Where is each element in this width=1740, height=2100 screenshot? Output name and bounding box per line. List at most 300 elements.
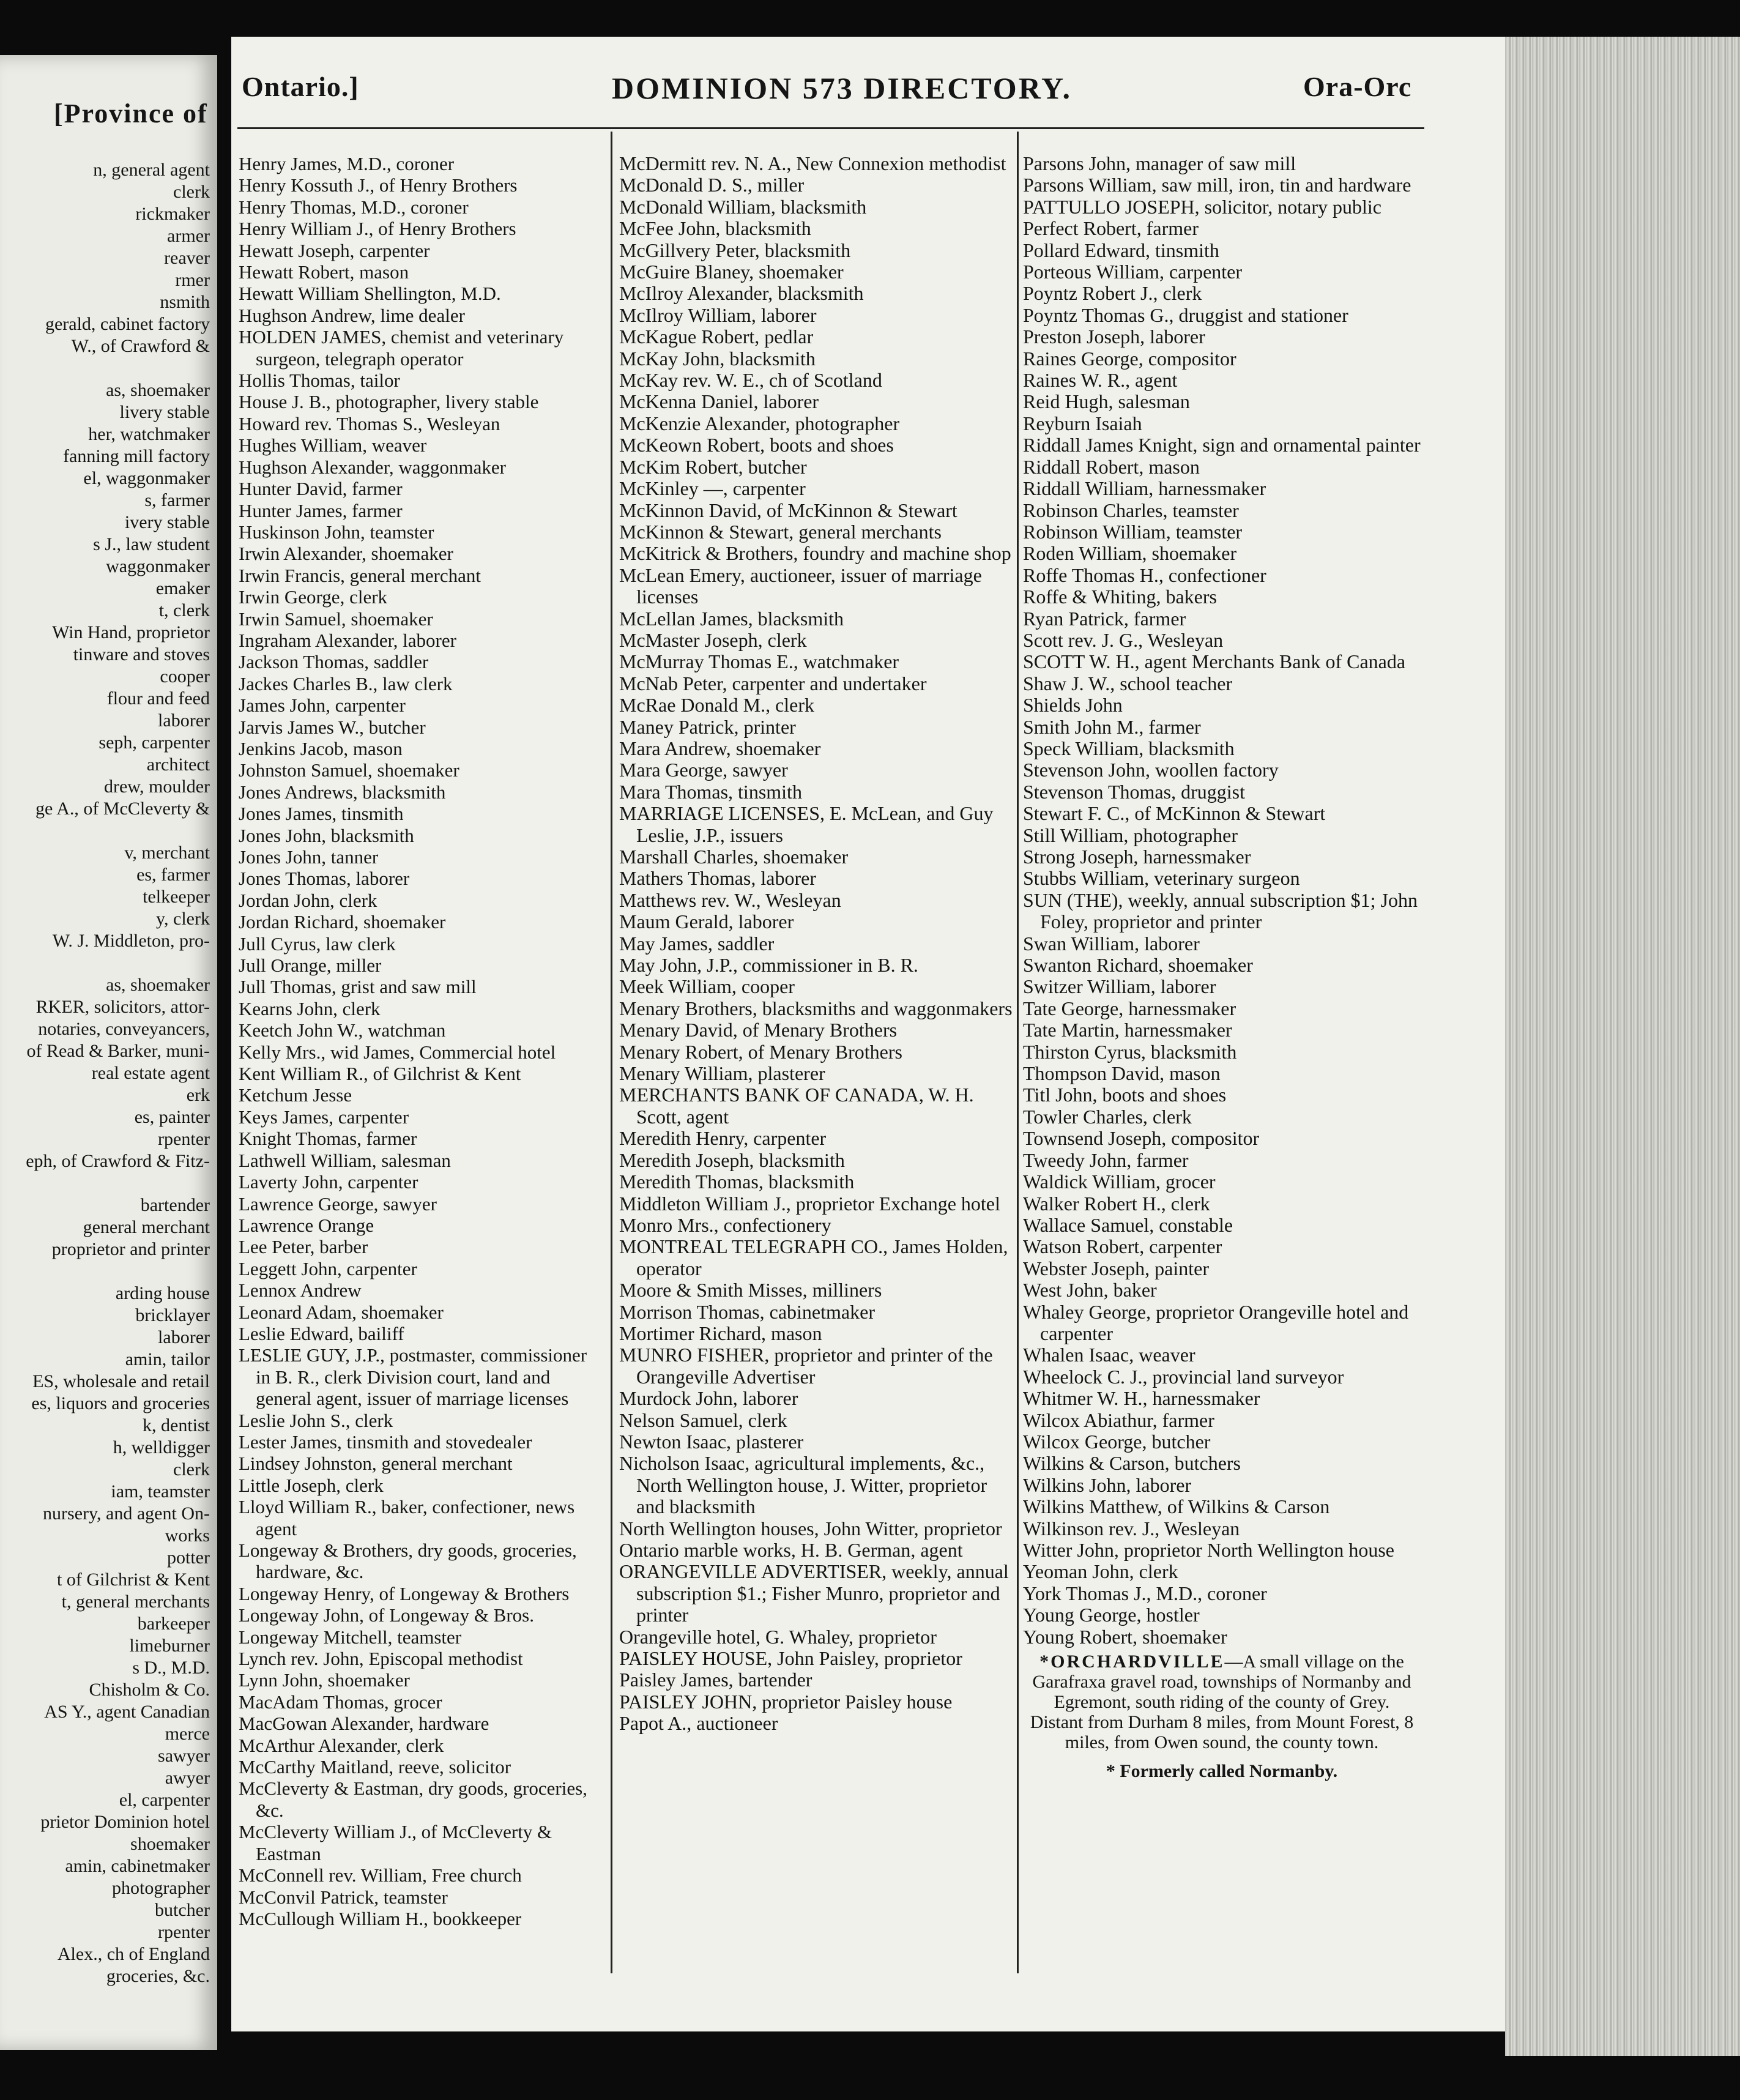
directory-entry: Orangeville hotel, G. Whaley, proprietor	[619, 1625, 937, 1648]
directory-entry: SCOTT W. H., agent Merchants Bank of Canada	[1023, 650, 1406, 673]
directory-entry: Lester James, tinsmith and stovedealer	[239, 1431, 532, 1453]
directory-entry: McGillvery Peter, blacksmith	[619, 239, 851, 261]
left-page-line: Alex., ch of England	[57, 1944, 210, 1964]
directory-entry: PAISLEY JOHN, proprietor Paisley house	[619, 1690, 953, 1713]
directory-entry: McMaster Joseph, clerk	[619, 628, 807, 651]
left-page-line: t of Gilchrist & Kent	[57, 1569, 210, 1590]
left-page-line: amin, tailor	[125, 1349, 210, 1369]
left-page-line: prietor Dominion hotel	[40, 1812, 210, 1832]
directory-entry: Keetch John W., watchman	[239, 1019, 446, 1041]
column-3	[1023, 153, 1421, 1782]
directory-entry: ORANGEVILLE ADVERTISER, weekly, annual subscription $1.; Fisher Munro, proprietor and printer	[619, 1560, 1009, 1626]
left-page-line: waggonmaker	[106, 556, 210, 576]
directory-entry: MERCHANTS BANK OF CANADA, W. H. Scott, agent	[619, 1084, 974, 1128]
directory-entry: Henry Thomas, M.D., coroner	[239, 196, 469, 218]
directory-entry: Lynn John, shoemaker	[239, 1669, 410, 1691]
left-page-line: as, shoemaker	[106, 380, 210, 400]
left-page-line: reaver	[164, 248, 210, 268]
left-page-line: seph, carpenter	[99, 732, 210, 753]
directory-entry: Henry William J., of Henry Brothers	[239, 218, 516, 240]
directory-entry: McRae Donald M., clerk	[619, 694, 815, 717]
left-page-line: es, liquors and groceries	[31, 1393, 210, 1413]
directory-entry: Roden William, shoemaker	[1023, 542, 1237, 565]
left-page-line	[0, 1260, 217, 1283]
directory-entry: Wallace Samuel, constable	[1023, 1213, 1233, 1236]
directory-entry: Jones James, tinsmith	[239, 803, 404, 825]
directory-entry: MacAdam Thomas, grocer	[239, 1691, 442, 1713]
left-page-header: [Province of	[54, 99, 208, 128]
left-page-line	[0, 952, 217, 974]
directory-entry: Lloyd William R., baker, confectioner, news agent	[239, 1496, 575, 1540]
directory-entry: Hunter David, farmer	[239, 478, 403, 500]
left-page-line: bricklayer	[135, 1305, 210, 1325]
directory-entry: Leslie Edward, bailiff	[239, 1322, 404, 1344]
directory-entry: Jarvis James W., butcher	[239, 716, 426, 738]
directory-entry: MUNRO FISHER, proprietor and printer of the Orangeville Advertiser	[619, 1344, 993, 1388]
directory-entry: Wilkins John, laborer	[1023, 1473, 1192, 1496]
left-page-line	[0, 1172, 217, 1194]
directory-entry: Lynch rev. John, Episcopal methodist	[239, 1648, 523, 1670]
directory-entry: Wilkinson rev. J., Wesleyan	[1023, 1517, 1240, 1540]
left-page-line: telkeeper	[143, 887, 210, 907]
left-page-line: barkeeper	[137, 1614, 210, 1634]
directory-entry: Nicholson Isaac, agricultural implements, &c., North Wellington house, J. Witter, proprietor and blacksmith	[619, 1452, 987, 1518]
directory-entry: Matthews rev. W., Wesleyan	[619, 888, 841, 911]
directory-entry: Huskinson John, teamster	[239, 521, 434, 543]
directory-entry: Longeway John, of Longeway & Bros.	[239, 1604, 534, 1626]
directory-entry: Townsend Joseph, compositor	[1023, 1127, 1260, 1150]
directory-entry: McCullough William H., bookkeeper	[239, 1907, 522, 1929]
directory-entry: Lee Peter, barber	[239, 1236, 368, 1258]
left-page-line: arding house	[115, 1283, 210, 1303]
directory-entry: McDonald D. S., miller	[619, 174, 805, 196]
directory-entry: McMurray Thomas E., watchmaker	[619, 650, 899, 673]
left-page-line: potter	[167, 1547, 210, 1568]
directory-entry: Still William, photographer	[1023, 824, 1238, 846]
directory-entry: Kelly Mrs., wid James, Commercial hotel	[239, 1041, 556, 1063]
directory-entry: Tweedy John, farmer	[1023, 1149, 1189, 1171]
left-page-line: el, carpenter	[119, 1790, 210, 1810]
directory-entry: Thompson David, mason	[1023, 1062, 1221, 1085]
left-page-line: rpenter	[158, 1922, 210, 1942]
directory-entry: McKim Robert, butcher	[619, 455, 807, 478]
directory-entry: Jull Cyrus, law clerk	[239, 933, 396, 955]
left-page-line: AS Y., agent Canadian	[44, 1702, 210, 1722]
directory-entry: Roffe Thomas H., confectioner	[1023, 564, 1266, 586]
directory-entry: McDonald William, blacksmith	[619, 195, 867, 218]
directory-entry: Lennox Andrew	[239, 1279, 362, 1301]
directory-entry: McKitrick & Brothers, foundry and machine shop	[619, 542, 1011, 565]
left-page-line: amin, cabinetmaker	[65, 1856, 210, 1876]
directory-entry: Mara Thomas, tinsmith	[619, 780, 802, 803]
column-divider-2	[1017, 132, 1019, 1973]
left-page-line	[0, 820, 217, 842]
left-page-line: gerald, cabinet factory	[45, 314, 210, 334]
directory-entry: LESLIE GUY, J.P., postmaster, commissioner in B. R., clerk Division court, land and general agent, issuer of marriage licenses	[239, 1344, 587, 1410]
directory-entry: Hughson Andrew, lime dealer	[239, 304, 465, 326]
directory-entry: Witter John, proprietor North Wellington house	[1023, 1539, 1394, 1561]
left-page-line: rickmaker	[135, 204, 210, 224]
directory-entry: Hughes William, weaver	[239, 434, 427, 456]
directory-entry: May James, saddler	[619, 932, 775, 955]
directory-entry: MARRIAGE LICENSES, E. McLean, and Guy Leslie, J.P., issuers	[619, 802, 994, 846]
directory-entry: McKeown Robert, boots and shoes	[619, 434, 894, 456]
directory-entry: Jull Thomas, grist and saw mill	[239, 976, 477, 998]
left-page-line: Win Hand, proprietor	[52, 622, 210, 642]
left-page-line: limeburner	[129, 1636, 210, 1656]
directory-entry: Meek William, cooper	[619, 975, 795, 998]
directory-entry: McKague Robert, pedlar	[619, 326, 814, 348]
directory-entry: Middleton William J., proprietor Exchange hotel	[619, 1192, 1000, 1215]
left-page-line: photographer	[112, 1878, 210, 1898]
directory-entry: Hewatt William Shellington, M.D.	[239, 283, 501, 305]
left-page-line: emaker	[155, 578, 210, 598]
directory-entry: Little Joseph, clerk	[239, 1474, 384, 1496]
directory-entry: Meredith Thomas, blacksmith	[619, 1171, 855, 1193]
directory-entry: McKinnon & Stewart, general merchants	[619, 520, 942, 543]
directory-entry: Marshall Charles, shoemaker	[619, 846, 849, 868]
left-page-line: s D., M.D.	[132, 1658, 210, 1678]
directory-entry: McLean Emery, auctioneer, issuer of marriage licenses	[619, 564, 982, 608]
directory-entry: McGuire Blaney, shoemaker	[619, 261, 844, 283]
place-note-text: —A small village on the Garafraxa gravel road, townships of Normanby and Egremont, south riding of the county of Grey. Distant from Durham 8 miles, from Mount Forest, 8 miles, from Owen sound, the county town.	[1030, 1651, 1414, 1753]
column-1	[239, 153, 606, 1929]
directory-entry: Jones John, tanner	[239, 846, 379, 868]
left-page-line: sawyer	[158, 1746, 210, 1766]
left-page-line: general merchant	[83, 1217, 210, 1237]
directory-entry: Webster Joseph, painter	[1023, 1257, 1209, 1279]
directory-entry: Mathers Thomas, laborer	[619, 867, 816, 890]
directory-entry: Irwin Alexander, shoemaker	[239, 543, 453, 565]
left-page-line: laborer	[158, 1327, 210, 1347]
directory-entry: Jordan Richard, shoemaker	[239, 911, 446, 933]
left-page-line: her, watchmaker	[88, 424, 210, 444]
directory-entry: Titl John, boots and shoes	[1023, 1084, 1227, 1106]
directory-entry: West John, baker	[1023, 1279, 1157, 1301]
directory-entry: Watson Robert, carpenter	[1023, 1235, 1222, 1258]
left-page-line: t, clerk	[158, 600, 210, 620]
directory-entry: Mara Andrew, shoemaker	[619, 737, 821, 759]
directory-entry: Wilcox George, butcher	[1023, 1430, 1211, 1453]
directory-entry: Thirston Cyrus, blacksmith	[1023, 1040, 1237, 1063]
directory-entry: Raines George, compositor	[1023, 347, 1236, 370]
directory-entry: Perfect Robert, farmer	[1023, 217, 1199, 240]
directory-entry: Poyntz Robert J., clerk	[1023, 282, 1202, 305]
left-page-line: es, painter	[134, 1107, 210, 1127]
left-page-line: y, clerk	[155, 909, 210, 929]
place-note-name: *ORCHARDVILLE	[1039, 1651, 1225, 1672]
left-page-line: rpenter	[158, 1129, 210, 1149]
directory-entry: Jones John, blacksmith	[239, 824, 414, 846]
directory-entry: Wilkins & Carson, butchers	[1023, 1452, 1241, 1475]
directory-entry: Shields John	[1023, 694, 1123, 717]
directory-entry: House J. B., photographer, livery stable	[239, 391, 539, 413]
left-page-line: n, general agent	[93, 160, 210, 180]
directory-entry: Porteous William, carpenter	[1023, 261, 1243, 283]
directory-entry: Smith John M., farmer	[1023, 715, 1201, 738]
directory-entry: Jenkins Jacob, mason	[239, 737, 403, 759]
left-page-line: drew, moulder	[104, 776, 210, 797]
directory-entry: Hewatt Robert, mason	[239, 261, 409, 283]
directory-entry: HOLDEN JAMES, chemist and veterinary surgeon, telegraph operator	[239, 326, 564, 370]
directory-entry: McKinley —, carpenter	[619, 477, 806, 500]
left-page-line: proprietor and printer	[51, 1239, 210, 1259]
directory-entry: Swanton Richard, shoemaker	[1023, 954, 1253, 977]
directory-entry: James John, carpenter	[239, 694, 406, 717]
directory-entry: Menary David, of Menary Brothers	[619, 1019, 898, 1041]
directory-entry: May John, J.P., commissioner in B. R.	[619, 954, 918, 977]
directory-entry: Ingraham Alexander, laborer	[239, 629, 456, 651]
left-page-line: iam, teamster	[111, 1481, 210, 1502]
page-edges	[1505, 37, 1740, 2056]
directory-entry: MONTREAL TELEGRAPH CO., James Holden, operator	[619, 1235, 1008, 1279]
column-3-entries	[1023, 153, 1421, 1648]
directory-entry: McNab Peter, carpenter and undertaker	[619, 672, 927, 694]
directory-entry: Young George, hostler	[1023, 1604, 1200, 1626]
directory-entry: Laverty John, carpenter	[239, 1171, 418, 1193]
directory-entry: Menary Brothers, blacksmiths and waggonmakers	[619, 997, 1013, 1019]
directory-entry: Meredith Henry, carpenter	[619, 1127, 827, 1150]
directory-entry: Jordan John, clerk	[239, 889, 377, 911]
directory-entry: Kearns John, clerk	[239, 997, 381, 1019]
left-page-line: bartender	[140, 1195, 210, 1215]
left-page-line: cooper	[160, 666, 210, 687]
left-page-line: architect	[146, 754, 210, 775]
directory-entry: McKenna Daniel, laborer	[619, 390, 819, 413]
directory-entry: Parsons William, saw mill, iron, tin and hardware	[1023, 174, 1411, 196]
left-page-line: butcher	[155, 1900, 210, 1920]
left-page-line: ES, wholesale and retail	[32, 1371, 210, 1391]
directory-entry: Leslie John S., clerk	[239, 1409, 393, 1431]
directory-entry: Morrison Thomas, cabinetmaker	[619, 1300, 875, 1323]
directory-entry: Leggett John, carpenter	[239, 1257, 417, 1279]
directory-entry: North Wellington houses, John Witter, proprietor	[619, 1517, 1002, 1540]
directory-entry: Walker Robert H., clerk	[1023, 1192, 1210, 1215]
directory-entry: Henry Kossuth J., of Henry Brothers	[239, 174, 518, 196]
directory-entry: Kent William R., of Gilchrist & Kent	[239, 1063, 521, 1085]
directory-entry: Hollis Thomas, tailor	[239, 370, 400, 392]
left-page-line: v, merchant	[124, 843, 210, 863]
directory-entry: Longeway & Brothers, dry goods, groceries, hardware, &c.	[239, 1540, 577, 1583]
directory-entry: Menary Robert, of Menary Brothers	[619, 1040, 902, 1063]
directory-entry: Jones Thomas, laborer	[239, 868, 410, 890]
directory-entry: Henry James, M.D., coroner	[239, 153, 455, 174]
directory-entry: McIlroy William, laborer	[619, 303, 817, 326]
directory-entry: Ketchum Jesse	[239, 1084, 352, 1106]
directory-entry: Lawrence George, sawyer	[239, 1193, 437, 1215]
directory-entry: Stewart F. C., of McKinnon & Stewart	[1023, 802, 1326, 825]
directory-entry: Stevenson Thomas, druggist	[1023, 780, 1245, 803]
directory-entry: Preston Joseph, laborer	[1023, 326, 1205, 348]
directory-entry: Stevenson John, woollen factory	[1023, 759, 1279, 781]
directory-entry: McDermitt rev. N. A., New Connexion methodist	[619, 152, 1006, 174]
left-page-line: eph, of Crawford & Fitz-	[26, 1151, 210, 1171]
left-page-line: of Read & Barker, muni-	[26, 1041, 210, 1061]
directory-entry: McLellan James, blacksmith	[619, 607, 844, 630]
directory-entry: Lathwell William, salesman	[239, 1149, 451, 1171]
column-2	[619, 153, 1017, 1735]
directory-entry: Tate Martin, harnessmaker	[1023, 1019, 1232, 1041]
left-page-line: nsmith	[160, 292, 210, 312]
left-page-line: clerk	[173, 182, 210, 202]
directory-entry: McCleverty & Eastman, dry goods, groceries, &c.	[239, 1778, 587, 1821]
directory-entry: McFee John, blacksmith	[619, 217, 811, 240]
directory-entry: Lindsey Johnston, general merchant	[239, 1453, 513, 1475]
directory-entry: Leonard Adam, shoemaker	[239, 1301, 444, 1323]
header-province: Ontario.]	[242, 71, 359, 102]
left-page-line: ivery stable	[124, 512, 210, 532]
left-page	[0, 55, 217, 2050]
directory-entry: Nelson Samuel, clerk	[619, 1409, 787, 1431]
directory-entry: Murdock John, laborer	[619, 1387, 798, 1410]
header-title: DOMINION 573 DIRECTORY.	[612, 71, 1073, 105]
directory-entry: Mortimer Richard, mason	[619, 1322, 822, 1344]
directory-entry: Young Robert, shoemaker	[1023, 1625, 1227, 1648]
left-page-line: W. J. Middleton, pro-	[52, 931, 210, 951]
directory-entry: Whaley George, proprietor Orangeville hotel and carpenter	[1023, 1300, 1409, 1344]
directory-entry: Longeway Henry, of Longeway & Brothers	[239, 1582, 570, 1604]
directory-entry: Poyntz Thomas G., druggist and stationer	[1023, 303, 1348, 326]
place-note	[1023, 1651, 1421, 1752]
directory-entry: Maney Patrick, printer	[619, 715, 796, 738]
left-page-line: RKER, solicitors, attor-	[35, 997, 210, 1017]
directory-entry: McKay John, blacksmith	[619, 347, 816, 370]
directory-entry: Paisley James, bartender	[619, 1669, 812, 1691]
left-page-line: erk	[186, 1085, 210, 1105]
directory-entry: Whalen Isaac, weaver	[1023, 1344, 1195, 1366]
directory-entry: McCarthy Maitland, reeve, solicitor	[239, 1756, 511, 1778]
directory-entry: Johnston Samuel, shoemaker	[239, 759, 459, 781]
directory-entry: Keys James, carpenter	[239, 1106, 409, 1128]
left-page-line: awyer	[165, 1768, 210, 1788]
directory-entry: Hunter James, farmer	[239, 499, 403, 521]
left-page-line: s J., law student	[93, 534, 210, 554]
left-page-line: shoemaker	[130, 1834, 210, 1854]
directory-entry: Switzer William, laborer	[1023, 975, 1216, 998]
left-page-line: rmer	[175, 270, 210, 290]
directory-entry: Irwin Francis, general merchant	[239, 564, 481, 586]
directory-entry: Riddall James Knight, sign and ornamental painter	[1023, 434, 1421, 456]
directory-entry: Whitmer W. H., harnessmaker	[1023, 1387, 1260, 1410]
directory-entry: PATTULLO JOSEPH, solicitor, notary public	[1023, 195, 1381, 218]
directory-entry: Jones Andrews, blacksmith	[239, 781, 446, 803]
directory-entry: Yeoman John, clerk	[1023, 1560, 1178, 1583]
left-page-line: laborer	[158, 710, 210, 731]
column-divider-1	[611, 132, 612, 1973]
footnote: * Formerly called Normanby.	[1106, 1761, 1338, 1782]
directory-entry: Pollard Edward, tinsmith	[1023, 239, 1219, 261]
directory-entry: Roffe & Whiting, bakers	[1023, 586, 1217, 608]
left-page-line: fanning mill factory	[63, 446, 210, 466]
directory-entry: McCleverty William J., of McCleverty & Eastman	[239, 1821, 552, 1864]
left-page-line: W., of Crawford &	[71, 336, 210, 356]
directory-entry: Waldick William, grocer	[1023, 1171, 1216, 1193]
left-page-line: ge A., of McCleverty &	[35, 799, 210, 819]
directory-entry: McKenzie Alexander, photographer	[619, 412, 900, 434]
left-page-line: flour and feed	[106, 688, 210, 709]
directory-entry: SUN (THE), weekly, annual subscription $1; John Foley, proprietor and printer	[1023, 888, 1418, 933]
left-page-line: tinware and stoves	[73, 644, 210, 665]
directory-entry: Scott rev. J. G., Wesleyan	[1023, 628, 1224, 651]
directory-entry: Robinson William, teamster	[1023, 520, 1243, 543]
directory-entry: Tate George, harnessmaker	[1023, 997, 1236, 1019]
left-page-line: works	[165, 1525, 210, 1546]
left-page-line	[0, 357, 217, 379]
directory-entry: Reid Hugh, salesman	[1023, 390, 1190, 413]
directory-entry: McConvil Patrick, teamster	[239, 1886, 448, 1908]
directory-entry: PAISLEY HOUSE, John Paisley, proprietor	[619, 1647, 962, 1670]
directory-entry: Maum Gerald, laborer	[619, 910, 794, 933]
directory-entry: Menary William, plasterer	[619, 1062, 825, 1085]
directory-entry: Ontario marble works, H. B. German, agent	[619, 1539, 963, 1561]
left-page-line: armer	[167, 226, 210, 246]
directory-entry: Strong Joseph, harnessmaker	[1023, 846, 1251, 868]
left-page-line: as, shoemaker	[106, 975, 210, 995]
directory-entry: Speck William, blacksmith	[1023, 737, 1235, 759]
directory-entry: McKay rev. W. E., ch of Scotland	[619, 369, 882, 392]
directory-entry: MacGowan Alexander, hardware	[239, 1713, 489, 1735]
left-page-line: merce	[165, 1724, 210, 1744]
header-rule	[237, 127, 1424, 129]
directory-entry: Monro Mrs., confectionery	[619, 1213, 831, 1236]
directory-entry: McIlroy Alexander, blacksmith	[619, 282, 864, 305]
directory-entry: Raines W. R., agent	[1023, 369, 1178, 392]
directory-entry: Ryan Patrick, farmer	[1023, 607, 1186, 630]
left-page-line: real estate agent	[91, 1063, 210, 1083]
directory-entry: Stubbs William, veterinary surgeon	[1023, 867, 1300, 890]
directory-entry: Parsons John, manager of saw mill	[1023, 152, 1296, 174]
left-page-line: livery stable	[119, 402, 210, 422]
directory-entry: York Thomas J., M.D., coroner	[1023, 1582, 1267, 1604]
directory-entry: Wilcox Abiathur, farmer	[1023, 1409, 1214, 1431]
left-page-line: k, dentist	[143, 1415, 210, 1435]
directory-entry: Riddall William, harnessmaker	[1023, 477, 1266, 500]
directory-entry: Newton Isaac, plasterer	[619, 1430, 804, 1453]
directory-entry: Swan William, laborer	[1023, 932, 1200, 955]
directory-entry: Riddall Robert, mason	[1023, 455, 1200, 478]
directory-entry: Robinson Charles, teamster	[1023, 499, 1239, 521]
left-page-line: notaries, conveyancers,	[38, 1019, 210, 1039]
directory-entry: Hewatt Joseph, carpenter	[239, 239, 430, 261]
directory-entry: Wilkins Matthew, of Wilkins & Carson	[1023, 1495, 1330, 1518]
directory-entry: Meredith Joseph, blacksmith	[619, 1149, 845, 1171]
left-page-line: nursery, and agent On-	[43, 1503, 210, 1524]
left-page-line: clerk	[173, 1459, 210, 1480]
directory-entry: Towler Charles, clerk	[1023, 1105, 1192, 1128]
directory-entry: Wheelock C. J., provincial land surveyor	[1023, 1365, 1344, 1388]
left-page-line: groceries, &c.	[106, 1966, 210, 1986]
left-page-line: es, farmer	[136, 865, 210, 885]
directory-entry: Longeway Mitchell, teamster	[239, 1626, 462, 1648]
directory-entry: Knight Thomas, farmer	[239, 1128, 417, 1150]
left-page-line: h, welldigger	[113, 1437, 210, 1458]
left-page-lines	[0, 159, 217, 1987]
directory-entry: McConnell rev. William, Free church	[239, 1864, 522, 1886]
directory-entry: Jull Orange, miller	[239, 955, 382, 977]
header-range: Ora-Orc	[1303, 71, 1412, 102]
directory-entry: Papot A., auctioneer	[619, 1712, 778, 1735]
directory-entry: Irwin George, clerk	[239, 586, 388, 608]
directory-entry: Jackson Thomas, saddler	[239, 651, 429, 673]
directory-entry: Irwin Samuel, shoemaker	[239, 608, 433, 630]
left-page-line: el, waggonmaker	[83, 468, 210, 488]
directory-entry: Lawrence Orange	[239, 1214, 374, 1236]
left-page-line: t, general merchants	[61, 1592, 210, 1612]
left-page-line: s, farmer	[144, 490, 210, 510]
left-page-line: Chisholm & Co.	[89, 1680, 210, 1700]
directory-entry: McArthur Alexander, clerk	[239, 1734, 444, 1756]
directory-entry: Mara George, sawyer	[619, 759, 788, 781]
